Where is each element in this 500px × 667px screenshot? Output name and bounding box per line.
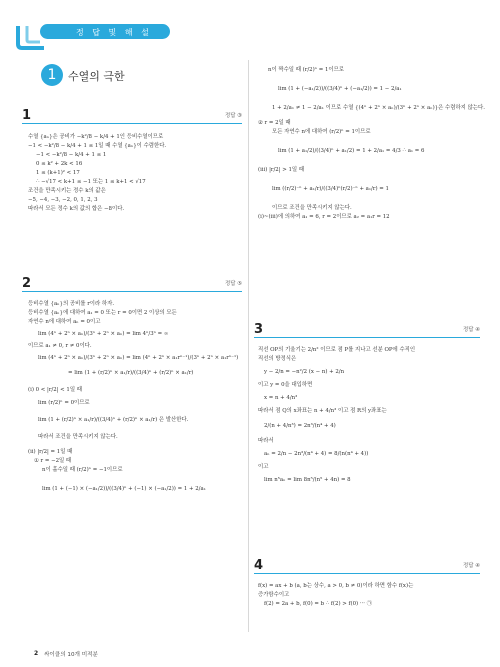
solution-line: 직선 OP의 기울기는 2/n² 이므로 점 P를 지나고 선분 OP에 수직인 xyxy=(258,347,416,353)
solution-line: lim n⁵aₙ = lim 8n⁵/(n⁵ + 4n) = 8 xyxy=(264,477,351,483)
question-number: 1 xyxy=(22,108,32,123)
solution-line: 따라서 모든 정수 k의 값의 합은 −8이다. xyxy=(28,206,125,212)
question-rule xyxy=(254,573,480,574)
solution-line: f(2) = 2a + b, f(0) = b ∴ f(2) > f(0) ··· ㉠ xyxy=(264,601,373,607)
solution-line: 따라서 xyxy=(258,438,274,444)
question-number: 2 xyxy=(22,276,32,291)
page-header xyxy=(0,0,500,60)
solution-line: lim (1 + (r/2)ⁿ × a₁/r)/((3/4)ⁿ + (r/2)ⁿ × a₁/r) 은 발산한다. xyxy=(38,417,189,423)
solution-line: −1 < −k²/8 − k/4 + 1 ≤ 1 xyxy=(36,152,107,158)
answer-label: 정답 ③ xyxy=(225,113,242,119)
question-4-solution xyxy=(258,582,483,609)
solution-line: n이 홀수일 때 (r/2)ⁿ = −1이므로 xyxy=(42,467,123,473)
question-number: 3 xyxy=(254,322,264,337)
answer-label: 정답 ④ xyxy=(463,563,480,569)
solution-line: 직선의 방정식은 xyxy=(258,356,297,362)
header-title: 정 답 및 해 설 xyxy=(76,28,152,37)
solution-line: x = n + 4/n³ xyxy=(264,395,298,401)
solution-line: (ⅰ) 0 < |r/2| < 1일 때 xyxy=(28,387,82,393)
solution-line: f(x) = ax + b (a, b는 상수, a > 0, b ≠ 0)이라 하면 함수 f(x)는 xyxy=(258,583,414,589)
solution-line: lim (1 + (−a₁/2))/((3/4)ⁿ + (−a₁/2)) = 1 − 2/a₁ xyxy=(278,86,402,92)
solution-line: 따라서 조건을 만족시키지 않는다. xyxy=(38,434,118,440)
column-divider xyxy=(248,60,249,632)
answer-label: 정답 ⑤ xyxy=(225,281,242,287)
question-3-solution xyxy=(258,346,483,489)
solution-line: n이 짝수일 때 (r/2)ⁿ = 1이므로 xyxy=(268,67,345,73)
question-2-solution-left xyxy=(28,300,243,494)
solution-line: lim (1 + (−1) × (−a₁/2))/((3/4)ⁿ + (−1) × (−a₁/2)) = 1 + 2/a₁ xyxy=(42,486,206,492)
section-number-badge: 1 xyxy=(41,64,63,86)
solution-line: ② r = 2일 때 xyxy=(258,120,291,126)
solution-line: 이고 xyxy=(258,464,269,470)
question-4-header xyxy=(254,558,480,574)
answer-label: 정답 ④ xyxy=(463,327,480,333)
solution-line: 자연수 n에 대하여 aₙ = 0이고 xyxy=(28,319,101,325)
solution-line: aₙ = 2/n − 2n³/(n⁴ + 4) = 8/(n(n⁴ + 4)) xyxy=(264,451,369,457)
solution-line: 0 ≤ k² + 2k < 16 xyxy=(36,161,83,167)
solution-line: lim (r/2)ⁿ = 0이므로 xyxy=(38,400,90,406)
page-number: 2 xyxy=(34,650,39,657)
solution-line: 따라서 점 Q의 x좌표는 n + 4/n³ 이고 점 R의 y좌표는 xyxy=(258,408,387,414)
solution-line: = lim (1 + (r/2)ⁿ × a₁/r)/((3/4)ⁿ + (r/2)ⁿ × a₁/r) xyxy=(68,370,194,376)
solution-line: 이므로 조건을 만족시키지 않는다. xyxy=(272,205,352,211)
solution-line: 이므로 a₁ ≠ 0, r ≠ 0이다. xyxy=(28,343,92,349)
solution-line: 2/(n + 4/n³) = 2n³/(n⁴ + 4) xyxy=(264,423,336,429)
solution-line: ∴ −√17 < k+1 ≤ −1 또는 1 ≤ k+1 < √17 xyxy=(36,179,146,185)
solution-line: 증가함수이고 xyxy=(258,592,290,598)
solution-line: lim (1 + a₁/2)/((3/4)ⁿ + a₁/2) = 1 + 2/a₁ = 4/3 ∴ a₁ = 6 xyxy=(278,148,425,154)
question-1-solution xyxy=(28,133,243,214)
solution-line: 등비수열 {aₙ}의 공비를 r이라 하자. xyxy=(28,301,115,307)
solution-line: 1 + 2/a₁ ≠ 1 − 2/a₁ 이므로 수열 {(4ⁿ + 2ⁿ × aₙ)/(3ⁿ + 2ⁿ × aₙ)}은 수렴하지 않는다. xyxy=(272,105,485,111)
solution-line: 1 ≤ (k+1)² < 17 xyxy=(36,170,80,176)
question-2-header xyxy=(22,276,242,292)
solution-line: 수열 {aₙ}은 공비가 −k²/8 − k/4 + 1인 등비수열이므로 xyxy=(28,134,164,140)
solution-line: lim (4ⁿ + 2ⁿ × aₙ)/(3ⁿ + 2ⁿ × aₙ) = lim (4ⁿ + 2ⁿ × a₁rⁿ⁻¹)/(3ⁿ + 2ⁿ × a₁rⁿ⁻¹) xyxy=(38,355,239,361)
solution-line: 조건을 만족시키는 정수 k의 값은 xyxy=(28,188,106,194)
solution-line: −5, −4, −3, −2, 0, 1, 2, 3 xyxy=(28,197,98,203)
page-footer xyxy=(0,640,500,667)
question-3-header xyxy=(254,322,480,338)
solution-line: (ⅱ) |r/2| = 1일 때 xyxy=(28,449,73,455)
solution-line: (ⅲ) |r/2| > 1일 때 xyxy=(258,167,305,173)
section-title: 수열의 극한 xyxy=(68,70,125,83)
question-rule xyxy=(22,291,242,292)
book-title: 싸이클의 10개 미적분 xyxy=(44,652,98,658)
question-2-solution-right xyxy=(258,66,483,222)
question-number: 4 xyxy=(254,558,264,573)
solution-line: −1 < −k²/8 − k/4 + 1 ≤ 1일 때 수열 {aₙ}이 수렴한다. xyxy=(28,143,167,149)
question-1-header xyxy=(22,108,242,124)
solution-line: (ⅰ)~(ⅲ)에 의하여 a₁ = 6, r = 2이므로 a₂ = a₁r = 12 xyxy=(258,214,390,220)
solution-line: 모든 자연수 n에 대하여 (r/2)ⁿ = 1이므로 xyxy=(272,129,371,135)
question-rule xyxy=(254,337,480,338)
solution-line: ① r = −2일 때 xyxy=(34,458,72,464)
solution-line: 등비수열 {aₙ}에 대하여 a₁ = 0 또는 r = 0이면 2 이상의 모든 xyxy=(28,310,177,316)
solution-line: y − 2/n = −n²/2 (x − n) + 2/n xyxy=(264,369,345,375)
question-rule xyxy=(22,123,242,124)
solution-line: lim (4ⁿ + 2ⁿ × aₙ)/(3ⁿ + 2ⁿ × aₙ) = lim 4ⁿ/3ⁿ = ∞ xyxy=(38,331,169,337)
solution-line: lim ((r/2)⁻ⁿ + a₁/r)/((3/4)ⁿ(r/2)⁻ⁿ + a₁/r) = 1 xyxy=(272,186,389,192)
solution-line: 이고 y = 0을 대입하면 xyxy=(258,382,313,388)
